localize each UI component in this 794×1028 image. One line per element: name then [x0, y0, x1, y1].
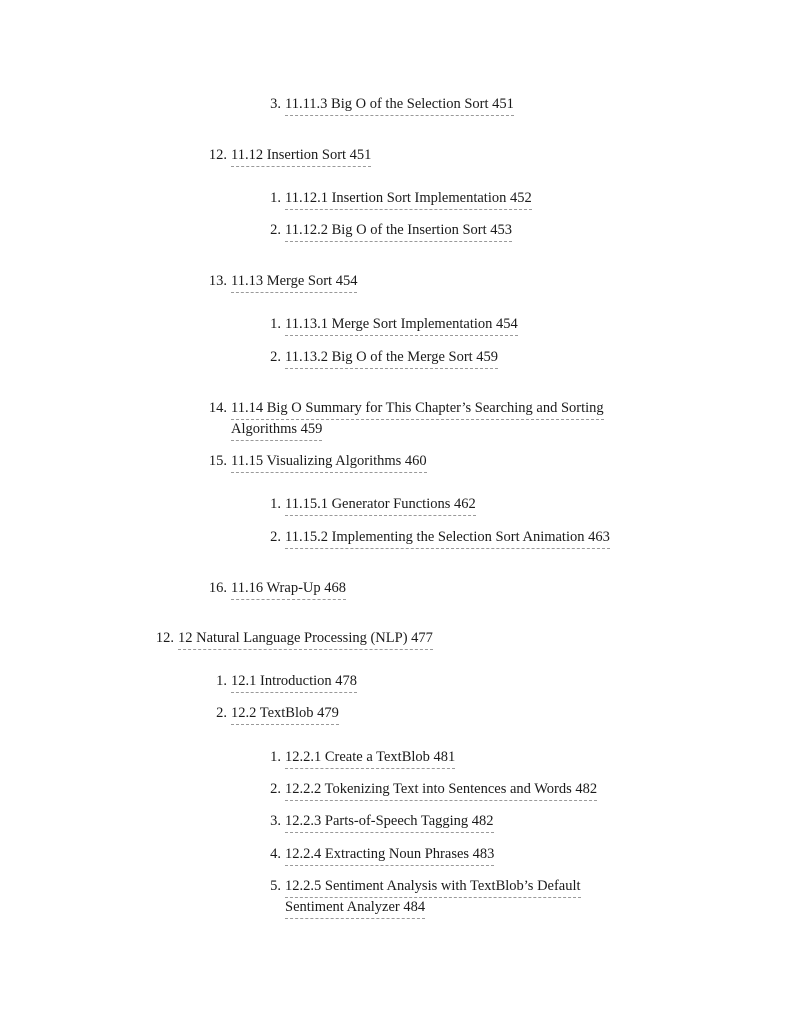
- toc-entry: [0, 398, 794, 437]
- toc-entry: [0, 671, 794, 692]
- toc-link-continued[interactable]: Algorithms 459: [231, 419, 322, 441]
- toc-link[interactable]: 11.14 Big O Summary for This Chapter’s Searching and Sorting: [231, 398, 604, 420]
- toc-link[interactable]: 11.15.2 Implementing the Selection Sort Animation 463: [285, 527, 610, 549]
- toc-entry: [0, 844, 794, 865]
- toc-entry: [0, 271, 794, 292]
- toc-link[interactable]: 12.2.2 Tokenizing Text into Sentences and Words 482: [285, 779, 597, 801]
- list-number: 1.: [216, 673, 227, 689]
- toc-link[interactable]: 11.15 Visualizing Algorithms 460: [231, 451, 427, 473]
- toc-entry: [0, 220, 794, 241]
- list-number: 2.: [270, 349, 281, 365]
- toc-entry: [0, 703, 794, 724]
- toc-link[interactable]: 11.16 Wrap-Up 468: [231, 578, 346, 600]
- toc-entry: [0, 747, 794, 768]
- toc-link[interactable]: 11.11.3 Big O of the Selection Sort 451: [285, 94, 514, 116]
- toc-link[interactable]: 11.15.1 Generator Functions 462: [285, 494, 476, 516]
- toc-entry: [0, 145, 794, 166]
- toc-link[interactable]: 12.2 TextBlob 479: [231, 703, 339, 725]
- toc-entry: [0, 188, 794, 209]
- list-number: 2.: [270, 529, 281, 545]
- list-number: 4.: [270, 846, 281, 862]
- list-number: 3.: [270, 813, 281, 829]
- toc-link[interactable]: 11.13.1 Merge Sort Implementation 454: [285, 314, 518, 336]
- toc-entry: [0, 628, 794, 649]
- toc-entry: [0, 876, 794, 915]
- toc-entry: [0, 494, 794, 515]
- list-number: 16.: [208, 580, 227, 596]
- toc-link[interactable]: 12.2.4 Extracting Noun Phrases 483: [285, 844, 494, 866]
- list-number: 2.: [216, 705, 227, 721]
- list-number: 15.: [208, 453, 227, 469]
- list-number: 3.: [270, 96, 281, 112]
- toc-entry: [0, 314, 794, 335]
- toc-link[interactable]: 12 Natural Language Processing (NLP) 477: [178, 628, 433, 650]
- toc-entry: [0, 811, 794, 832]
- toc-link[interactable]: 12.2.1 Create a TextBlob 481: [285, 747, 455, 769]
- list-number: 12.: [208, 147, 227, 163]
- list-number: 1.: [270, 749, 281, 765]
- list-number: 14.: [208, 400, 227, 416]
- list-number: 1.: [270, 190, 281, 206]
- list-number: 2.: [270, 781, 281, 797]
- toc-entry: [0, 451, 794, 472]
- toc-link[interactable]: 11.13 Merge Sort 454: [231, 271, 357, 293]
- toc-link[interactable]: 11.13.2 Big O of the Merge Sort 459: [285, 347, 498, 369]
- list-number: 13.: [208, 273, 227, 289]
- toc-link[interactable]: 11.12.2 Big O of the Insertion Sort 453: [285, 220, 512, 242]
- toc-link[interactable]: 12.2.3 Parts-of-Speech Tagging 482: [285, 811, 494, 833]
- toc-link-continued[interactable]: Sentiment Analyzer 484: [285, 897, 425, 919]
- toc-entry: [0, 779, 794, 800]
- toc-entry: [0, 527, 794, 548]
- toc-link[interactable]: 12.1 Introduction 478: [231, 671, 357, 693]
- list-number: 2.: [270, 222, 281, 238]
- toc-entry: [0, 94, 794, 115]
- toc-entry: [0, 347, 794, 368]
- toc-link[interactable]: 11.12 Insertion Sort 451: [231, 145, 371, 167]
- list-number: 5.: [270, 878, 281, 894]
- list-number: 12.: [155, 630, 174, 646]
- list-number: 1.: [270, 316, 281, 332]
- toc-entry: [0, 578, 794, 599]
- list-number: 1.: [270, 496, 281, 512]
- toc-link[interactable]: 11.12.1 Insertion Sort Implementation 452: [285, 188, 532, 210]
- toc-link[interactable]: 12.2.5 Sentiment Analysis with TextBlob’s Default: [285, 876, 581, 898]
